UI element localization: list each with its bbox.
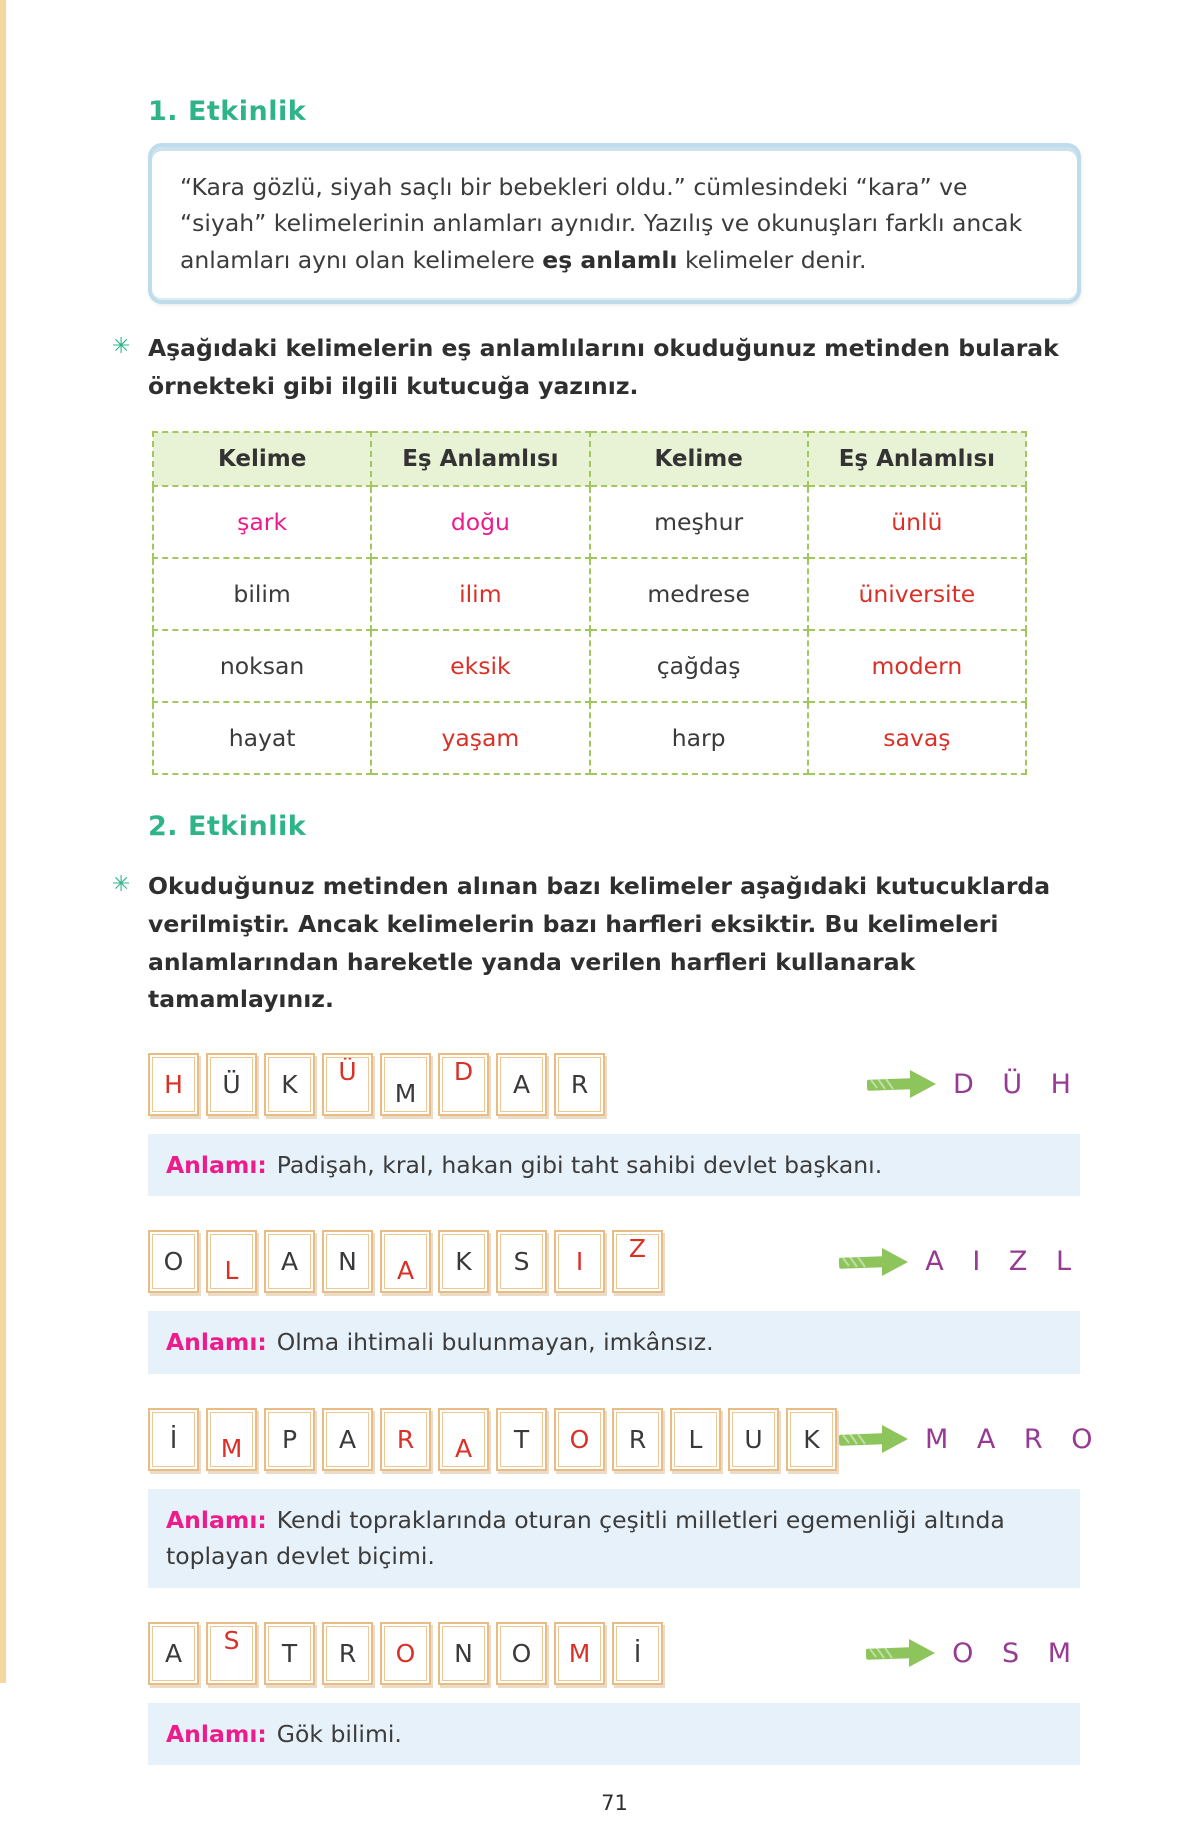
activity1-heading: 1. Etkinlik (148, 96, 307, 127)
letter-tile-printed (496, 1230, 547, 1293)
tile-letter: R (396, 1424, 415, 1454)
letter-tiles (148, 1053, 605, 1116)
meaning-strip (148, 1134, 1080, 1196)
tile-letter: A (454, 1433, 473, 1463)
given-letters: A I Z L (925, 1246, 1081, 1278)
given-letters: M A R O (925, 1423, 1103, 1455)
tile-letter: A (512, 1069, 531, 1099)
letter-tile-printed (322, 1622, 373, 1685)
synonym-answer-cell[interactable]: üniversite (808, 558, 1026, 630)
letter-tiles (148, 1408, 837, 1471)
synonym-answer-cell[interactable]: savaş (808, 702, 1026, 774)
instruction1-text: Aşağıdaki kelimelerin eş anlamlılarını okuduğunuz metinden bularak örnekteki gibi ilgili kutucuğa yazınız. (148, 334, 1059, 400)
synonym-word-cell: harp (590, 702, 808, 774)
table-header-es-anlamlisi-1: Eş Anlamlısı (371, 432, 589, 486)
letter-tile-printed (612, 1622, 663, 1685)
instruction2-text: Okuduğunuz metinden alınan bazı kelimeler aşağıdaki kutucuklarda verilmiştir. Ancak kelimelerin bazı harfleri eksiktir. Bu kelimeleri anlamlarından hareketle yanda verilen harfleri kullanarak tamamlayınız. (148, 872, 1051, 1014)
letter-tile-written[interactable] (554, 1230, 605, 1293)
meaning-text: Gök bilimi. (276, 1719, 402, 1748)
page-number: 71 (601, 1790, 628, 1815)
synonym-word-cell: noksan (153, 630, 371, 702)
meaning-text: Kendi topraklarında oturan çeşitli milletleri egemenliği altında toplayan devlet biçimi. (166, 1505, 1005, 1571)
letter-tile-printed (322, 1408, 373, 1471)
letter-tile-written[interactable] (554, 1408, 605, 1471)
letter-tile-written[interactable] (612, 1230, 663, 1293)
letter-tile-written[interactable] (380, 1408, 431, 1471)
tile-letter: T (281, 1638, 298, 1668)
letter-tile-printed (148, 1622, 199, 1685)
tile-letter: M (220, 1433, 243, 1463)
puzzle-word-row (148, 1053, 1081, 1116)
tile-letter: İ (169, 1424, 178, 1454)
word-puzzles (148, 1053, 1103, 1765)
puzzle-word-row (148, 1230, 1081, 1293)
tile-letter: O (511, 1638, 532, 1668)
definition-box (148, 143, 1081, 304)
definition-text-after: kelimeler denir. (677, 245, 867, 274)
letter-tile-printed (206, 1053, 257, 1116)
given-letters: D Ü H (952, 1068, 1081, 1100)
tile-letter: Ü (222, 1069, 241, 1099)
tile-letter: O (395, 1638, 416, 1668)
letter-tile-printed (380, 1053, 431, 1116)
letter-tile-written[interactable] (206, 1622, 257, 1685)
letter-tile-printed (728, 1408, 779, 1471)
table-header-kelime-1: Kelime (153, 432, 371, 486)
tile-letter: U (744, 1424, 763, 1454)
meaning-strip (148, 1703, 1080, 1765)
table-header-kelime-2: Kelime (590, 432, 808, 486)
letter-tile-printed (496, 1053, 547, 1116)
synonym-word-cell: bilim (153, 558, 371, 630)
synonym-word-cell: doğu (371, 486, 589, 558)
definition-text (180, 169, 1049, 278)
tile-letter: I (575, 1247, 584, 1277)
given-letters: O S M (952, 1637, 1081, 1669)
tile-letter: R (628, 1424, 647, 1454)
arrow-right-icon (837, 1422, 911, 1456)
letter-tile-written[interactable] (380, 1230, 431, 1293)
letter-tile-printed (322, 1230, 373, 1293)
tile-letter: A (164, 1638, 183, 1668)
tile-letter: N (454, 1638, 473, 1668)
table-header-row (153, 432, 1026, 486)
meaning-label: Anlamı: (166, 1505, 267, 1534)
letter-tile-written[interactable] (438, 1408, 489, 1471)
arrow-right-icon (864, 1636, 938, 1670)
synonym-word-cell: şark (153, 486, 371, 558)
meaning-label: Anlamı: (166, 1150, 267, 1179)
letter-tile-printed (438, 1622, 489, 1685)
synonym-word-cell: çağdaş (590, 630, 808, 702)
tile-letter: S (223, 1625, 240, 1655)
tile-letter: A (396, 1256, 415, 1286)
synonym-answer-cell[interactable]: modern (808, 630, 1026, 702)
letter-tiles (148, 1230, 663, 1293)
meaning-label: Anlamı: (166, 1328, 267, 1357)
arrow-right-icon (865, 1067, 939, 1101)
given-letters-hint (865, 1067, 1081, 1101)
letter-tile-printed (786, 1408, 837, 1471)
puzzle-word-row (148, 1622, 1081, 1685)
tile-letter: R (338, 1638, 357, 1668)
letter-tile-printed (264, 1053, 315, 1116)
letter-tile-printed (438, 1230, 489, 1293)
tile-letter: R (570, 1069, 589, 1099)
instruction2-row (112, 868, 1081, 1018)
star-bullet-icon: ✳ (112, 334, 131, 360)
synonym-answer-cell[interactable]: ilim (371, 558, 589, 630)
letter-tile-written[interactable] (148, 1053, 199, 1116)
table-row (153, 630, 1026, 702)
tile-letter: O (163, 1247, 184, 1277)
synonym-answer-cell[interactable]: ünlü (808, 486, 1026, 558)
tile-letter: N (338, 1247, 357, 1277)
synonym-answer-cell[interactable]: yaşam (371, 702, 589, 774)
letter-tile-printed (670, 1408, 721, 1471)
letter-tile-printed (264, 1622, 315, 1685)
letter-tile-printed (264, 1408, 315, 1471)
synonym-table (152, 431, 1027, 775)
table-row (153, 558, 1026, 630)
synonym-word-cell: medrese (590, 558, 808, 630)
letter-tiles (148, 1622, 663, 1685)
meaning-text: Padişah, kral, hakan gibi taht sahibi devlet başkanı. (276, 1150, 883, 1179)
definition-text-before: “Kara gözlü, siyah saçlı bir bebekleri oldu.” cümlesindeki “kara” ve “siyah” kelimelerinin anlamları aynıdır. Yazılış ve okunuşları farklı ancak anlamları aynı olan kelimelere (180, 173, 1023, 274)
letter-tile-printed (148, 1408, 199, 1471)
tile-letter: O (569, 1424, 590, 1454)
tile-letter: P (281, 1424, 298, 1454)
star-bullet-icon: ✳ (112, 872, 131, 898)
meaning-strip (148, 1311, 1080, 1373)
tile-letter: L (224, 1256, 239, 1286)
tile-letter: K (803, 1424, 820, 1454)
tile-letter: İ (633, 1638, 642, 1668)
tile-letter: T (513, 1424, 530, 1454)
definition-bold-term: eş anlamlı (542, 245, 678, 274)
puzzle-word-row (148, 1408, 1103, 1471)
tile-letter: Z (628, 1234, 647, 1264)
activity2-heading: 2. Etkinlik (148, 811, 307, 843)
letter-tile-printed (496, 1622, 547, 1685)
instruction1-row (112, 330, 1081, 405)
page-edge-decoration (0, 0, 6, 1683)
tile-letter: L (688, 1424, 703, 1454)
letter-tile-printed (554, 1053, 605, 1116)
letter-tile-written[interactable] (380, 1622, 431, 1685)
letter-tile-written[interactable] (322, 1053, 373, 1116)
synonym-answer-cell[interactable]: eksik (371, 630, 589, 702)
given-letters-hint (864, 1636, 1081, 1670)
letter-tile-written[interactable] (438, 1053, 489, 1116)
meaning-strip (148, 1489, 1080, 1588)
table-row (153, 486, 1026, 558)
letter-tile-written[interactable] (206, 1408, 257, 1471)
tile-letter: A (338, 1424, 357, 1454)
given-letters-hint (837, 1422, 1103, 1456)
tile-letter: H (164, 1069, 183, 1099)
tile-letter: M (568, 1638, 591, 1668)
tile-letter: A (280, 1247, 299, 1277)
tile-letter: S (513, 1247, 530, 1277)
given-letters-hint (837, 1245, 1081, 1279)
synonym-word-cell: hayat (153, 702, 371, 774)
table-row (153, 702, 1026, 774)
letter-tile-written[interactable] (554, 1622, 605, 1685)
synonym-word-cell: meşhur (590, 486, 808, 558)
tile-letter: K (281, 1069, 298, 1099)
tile-letter: M (394, 1078, 417, 1108)
letter-tile-printed (148, 1230, 199, 1293)
letter-tile-printed (496, 1408, 547, 1471)
table-header-es-anlamlisi-2: Eş Anlamlısı (808, 432, 1026, 486)
arrow-right-icon (837, 1245, 911, 1279)
letter-tile-printed (612, 1408, 663, 1471)
tile-letter: D (453, 1056, 474, 1086)
letter-tile-printed (264, 1230, 315, 1293)
tile-letter: Ü (338, 1056, 357, 1086)
letter-tile-written[interactable] (206, 1230, 257, 1293)
meaning-label: Anlamı: (166, 1719, 267, 1748)
meaning-text: Olma ihtimali bulunmayan, imkânsız. (276, 1328, 714, 1357)
tile-letter: K (455, 1247, 472, 1277)
